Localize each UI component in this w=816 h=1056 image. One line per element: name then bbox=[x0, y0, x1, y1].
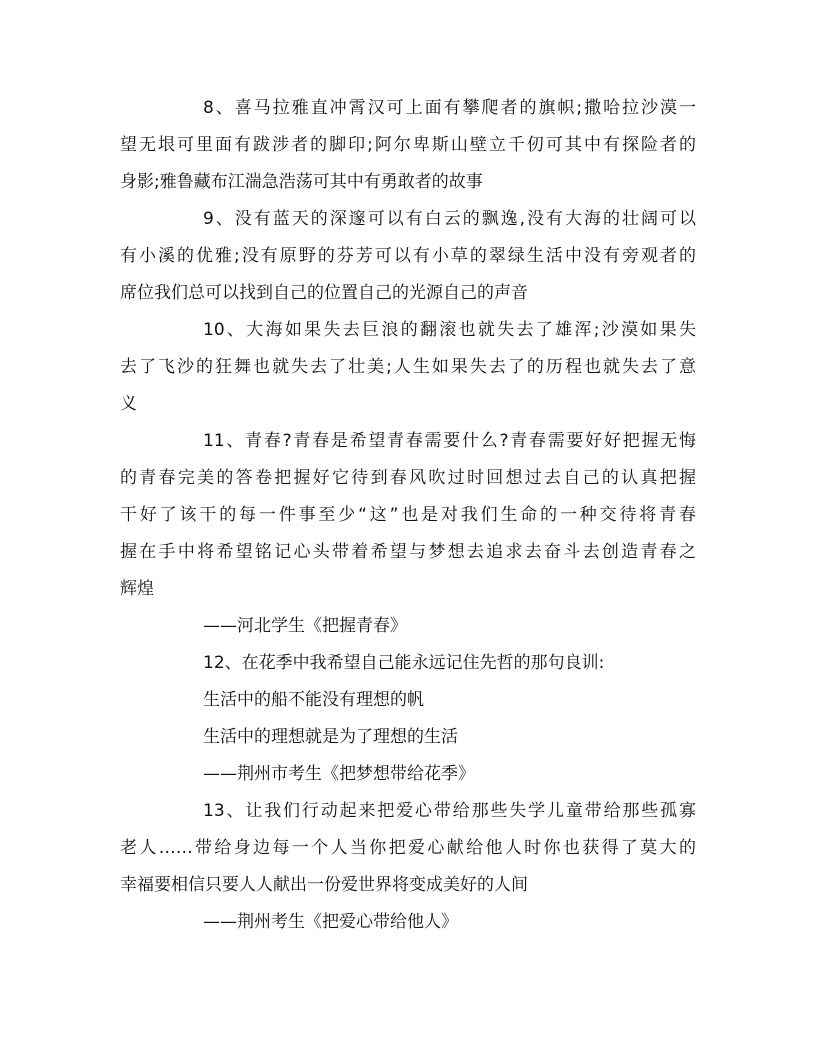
paragraph-11-line-1: 11、青春?青春是希望青春需要什么?青春需要好好把握无悔 bbox=[203, 431, 696, 451]
paragraph-8-line-1: 8、喜马拉雅直冲霄汉可上面有攀爬者的旗帜;撒哈拉沙漠一 bbox=[203, 98, 696, 118]
paragraph-13-line-2: 老人……带给身边每一个人当你把爱心献给他人时你也获得了莫大的 bbox=[120, 838, 696, 858]
paragraph-9-line-3: 席位我们总可以找到自己的位置自己的光源自己的声音 bbox=[120, 283, 528, 303]
paragraph-9-line-2: 有小溪的优雅;没有原野的芬芳可以有小草的翠绿生活中没有旁观者的 bbox=[120, 246, 696, 266]
paragraph-10-line-3: 义 bbox=[120, 394, 137, 414]
paragraph-9-line-1: 9、没有蓝天的深邃可以有白云的飘逸,没有大海的壮阔可以 bbox=[203, 209, 696, 229]
paragraph-13-line-3: 幸福要相信只要人人献出一份爱世界将变成美好的人间 bbox=[120, 875, 528, 895]
paragraph-12-line-3: 生活中的理想就是为了理想的生活 bbox=[203, 727, 458, 747]
paragraph-8-line-3: 身影;雅鲁藏布江湍急浩荡可其中有勇敢者的故事 bbox=[120, 172, 483, 192]
paragraph-11-line-2: 的青春完美的答卷把握好它待到春风吹过时回想过去自己的认真把握 bbox=[120, 468, 696, 488]
paragraph-11-line-4: 握在手中将希望铭记心头带着希望与梦想去追求去奋斗去创造青春之 bbox=[120, 542, 696, 562]
paragraph-13-line-1: 13、让我们行动起来把爱心带给那些失学儿童带给那些孤寡 bbox=[203, 801, 696, 821]
attribution-13: ——荆州考生《把爱心带给他人》 bbox=[203, 912, 458, 932]
paragraph-8-line-2: 望无垠可里面有跋涉者的脚印;阿尔卑斯山壁立千仞可其中有探险者的 bbox=[120, 135, 696, 155]
paragraph-11-line-3: 干好了该干的每一件事至少“这”也是对我们生命的一种交待将青春 bbox=[120, 505, 696, 525]
paragraph-11-line-5: 辉煌 bbox=[120, 579, 154, 599]
paragraph-12-line-2: 生活中的船不能没有理想的帆 bbox=[203, 690, 424, 710]
paragraph-10-line-2: 去了飞沙的狂舞也就失去了壮美;人生如果失去了的历程也就失去了意 bbox=[120, 357, 696, 377]
attribution-11: ——河北学生《把握青春》 bbox=[203, 616, 407, 636]
paragraph-10-line-1: 10、大海如果失去巨浪的翻滚也就失去了雄浑;沙漠如果失 bbox=[203, 320, 696, 340]
attribution-12: ——荆州市考生《把梦想带给花季》 bbox=[203, 764, 475, 784]
paragraph-12-line-1: 12、在花季中我希望自己能永远记住先哲的那句良训: bbox=[203, 653, 605, 673]
